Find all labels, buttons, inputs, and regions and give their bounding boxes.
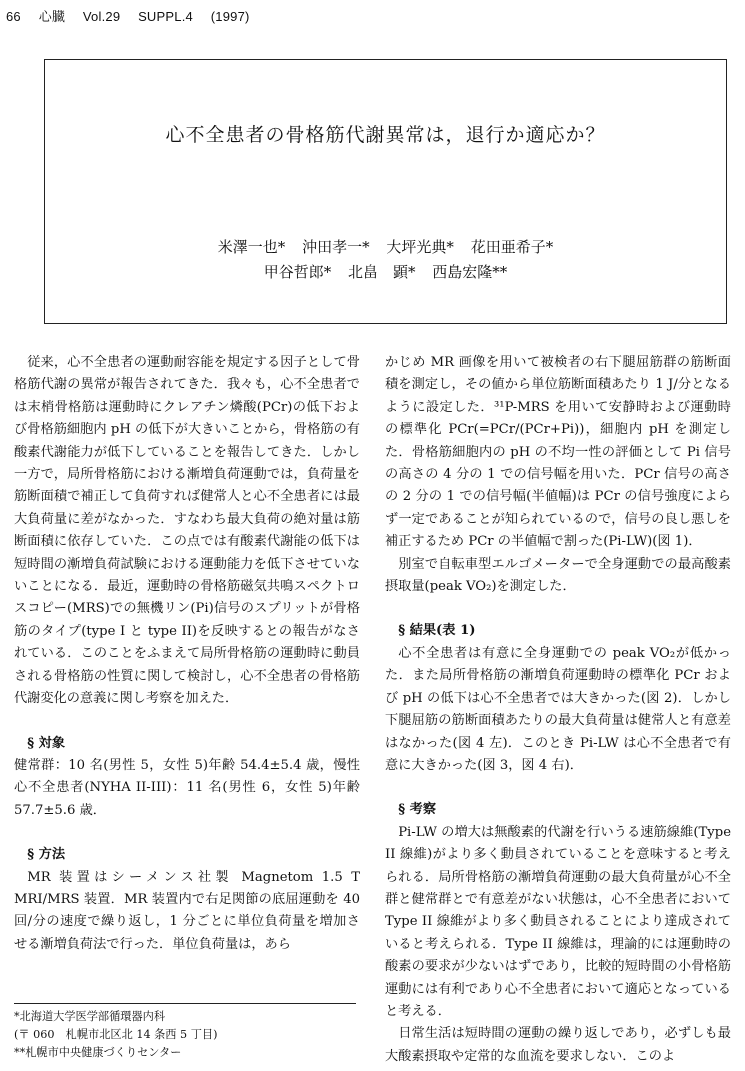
results-paragraph: 心不全患者は有意に全身運動での peak VO₂が低かった．また局所骨格筋の漸増負荷運動時の標準化 PCr および pH の低下は心不全患者では大きかった(図 2)．しかし下腿屈筋の筋断面積あたりの最大負荷量は健常人と有意差はなかった(図 4 左)．このとき Pi-LW は心不全患者で有意に大きかった(図 3，図 4 右)． — [385, 645, 731, 773]
intro-paragraph: 従来，心不全患者の運動耐容能を規定する因子として骨格筋代謝の異常が報告されてきた．我々も，心不全患者では末梢骨格筋は運動時にクレアチン燐酸(PCr)の低下および骨格筋細胞内 pH の低下が大きいことから，骨格筋の有酸素代謝能力が低下していることを報告してきた．しかし一方で，局所骨格筋における漸増負荷運動では，負荷量を筋断面積で補正して負荷すれば健常人と心不全患者には最大負荷量に差がなかった．すなわち最大負荷の絶対量は筋断面積に依存していた．この点では有酸素代謝能の低下は短時間の漸増負荷試験における運動能力を低下させていないことになる．最近，運動時の骨格筋磁気共鳴スペクトロスコピー(MRS)での無機リン(Pi)信号のスプリットが骨格筋のタイプ(type I と type II)を反映するとの報告がなされている．このことをふまえて局所骨格筋の運動時に動員される骨格筋の性質に関して検討し，心不全患者の骨格筋代謝変化の意義に関し考察を加えた． — [14, 355, 360, 707]
author: 大坪光典* — [386, 238, 454, 256]
title-box — [44, 59, 727, 324]
author: 花田亜希子* — [470, 238, 554, 256]
methods-paragraph: MR 装置はシーメンス社製 Magnetom 1.5 T MRI/MRS 装置．MR 装置内で右足関節の底屈運動を 40 回/分の速度で繰り返し，1 分ごとに単位負荷量を増加させる漸増負荷法で行った．単位負荷量は，あら — [14, 869, 360, 952]
discussion-paragraph-2: 日常生活は短時間の運動の繰り返しであり，必ずしも最大酸素摂取や定常的な血流を要求しない．このよ — [385, 1026, 731, 1064]
author: 西島宏隆** — [432, 263, 508, 281]
author: 沖田孝一* — [302, 238, 370, 256]
right-column — [385, 352, 731, 1068]
subjects-paragraph: 健常群：10 名(男性 5，女性 5)年齢 54.4±5.4 歳，慢性心不全患者(NYHA II-III)：11 名(男性 6，女性 5)年齢 57.7±5.6 歳． — [14, 757, 360, 818]
discussion-paragraph: Pi-LW の増大は無酸素的代謝を行いうる速筋線維(Type II 線維)がより多く動員されていることを意味すると考えられる．局所骨格筋の漸増負荷運動の最大負荷量が心不全群と健常群とで有意差がない状態は，心不全患者において Type II 線維がより多く動員されることにより達成されていると考えられる．Type II 線維は，理論的には運動時の酸素の要求が少ないはずであり，比較的短時間の小骨格筋運動には有利であり心不全患者において適応となっていると考える． — [385, 824, 731, 1019]
footnote-divider — [14, 1003, 356, 1004]
methods-heading: § 方法 — [27, 847, 66, 863]
page-number: 66 — [6, 9, 21, 24]
author-line-2 — [45, 261, 726, 282]
left-column — [14, 352, 360, 956]
journal-year: (1997) — [210, 9, 250, 24]
methods-ergometer-paragraph: 別室で自転車型エルゴメーターで全身運動での最高酸素摂取量(peak VO₂)を測定した． — [385, 556, 731, 595]
author: 北畠 顕* — [347, 263, 416, 281]
journal-volume: Vol.29 — [82, 9, 121, 24]
author: 米澤一也* — [217, 238, 286, 256]
subjects-heading: § 対象 — [27, 735, 66, 751]
running-head — [6, 6, 264, 25]
footnote-address-1: (〒 060 札幌市北区北 14 条西 5 丁目) — [14, 1028, 218, 1041]
discussion-heading: § 考察 — [398, 802, 437, 818]
footnotes — [14, 1008, 360, 1062]
author: 甲谷哲郎* — [263, 263, 332, 281]
paper-title: 心不全患者の骨格筋代謝異常は，退行か適応か？ — [165, 124, 606, 146]
results-heading: § 結果(表 1) — [398, 623, 476, 639]
footnote-affiliation-1: *北海道大学医学部循環器内科 — [14, 1010, 166, 1023]
author-line-1 — [45, 236, 726, 257]
methods-continued-paragraph: かじめ MR 画像を用いて被検者の右下腿屈筋群の筋断面積を測定し，その値から単位筋断面積あたり 1 J/分となるように設定した．³¹P-MRS を用いて安静時および運動時の標準化 PCr(=PCr/(PCr+Pi))，細胞内 pH を測定した．骨格筋細胞内の pH の不均一性の評価として Pi 信号の高さの 4 分の 1 での信号幅を用いた．PCr 信号の高さの 2 分の 1 での信号幅(半値幅)は PCr の信号強度によらず一定であることが知られているので，信号の良し悪しを補正するため PCr の半値幅で割った(Pi-LW)(図 1)． — [385, 355, 731, 550]
journal-supplement: SUPPL.4 — [138, 9, 193, 24]
footnote-affiliation-2: **札幌市中央健康づくりセンター — [14, 1046, 182, 1059]
journal-name: 心臓 — [38, 9, 66, 24]
